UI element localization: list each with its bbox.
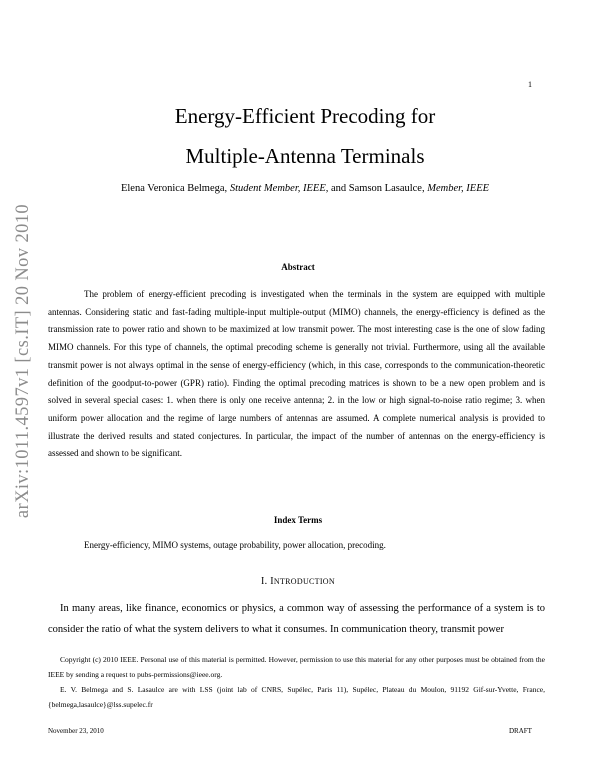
abstract-heading: Abstract	[281, 262, 315, 272]
page-number: 1	[528, 80, 532, 89]
arxiv-identifier: arXiv:1011.4597v1 [cs.IT] 20 Nov 2010	[13, 203, 33, 519]
author-connector: and Samson Lasaulce,	[331, 183, 425, 194]
author-line	[60, 183, 550, 194]
introduction-numeral: I. I	[261, 576, 274, 587]
copyright-footnote: Copyright (c) 2010 IEEE. Personal use of this material is permitted. However, permission to use this material for any other purposes must be obtained from the IEEE by sending a request to pubs-permissions@ieee.org.	[48, 655, 545, 679]
index-terms-heading: Index Terms	[273, 515, 323, 525]
author-1-name: Elena Veronica Belmega,	[120, 183, 228, 194]
introduction-heading	[48, 576, 548, 587]
introduction-text: In many areas, like finance, economics or physics, a common way of assessing the performance of a system is to consider the ratio of what the system delivers to what it consumes. In communication theory, transmit power	[48, 603, 545, 635]
footer-draft: DRAFT	[509, 727, 532, 735]
affiliation-footnote: E. V. Belmega and S. Lasaulce are with LSS (joint lab of CNRS, Supélec, Paris 11), Supélec, Plateau du Moulon, 91192 Gif-sur-Yvette, France, {belmega,lasaulce}@lss.supelec.fr	[48, 685, 545, 709]
abstract-text: The problem of energy-efficient precoding is investigated when the terminals in the system are equipped with multiple antennas. Considering static and fast-fading multiple-input multiple-output (MIMO) channels, the energy-efficiency is defined as the transmission rate to power ratio and shown to be maximized at low transmit power. The most interesting case is the one of slow fading MIMO channels. For this type of channels, the optimal precoding scheme is generally not trivial. Furthermore, using all the available transmit power is not always optimal in the sense of energy-efficiency (which, in this case, corresponds to the communication-theoretic definition of the goodput-to-power (GPR) ratio). Finding the optimal precoding matrices is shown to be a new open problem and is solved in several special cases: 1. when there is only one receive antenna; 2. in the low or high signal-to-noise ratio regime; 3. when uniform power allocation and the regime of large numbers of antennas are assumed. A complete numerical analysis is provided to illustrate the derived results and stated conjectures. In particular, the impact of the number of antennas on the energy-efficiency is assessed and shown to be significant.	[48, 289, 545, 459]
title-line-2: Multiple-Antenna Terminals	[185, 144, 425, 168]
title-line-1: Energy-Efficient Precoding for	[174, 104, 436, 128]
author-2-role: Member, IEEE	[427, 183, 490, 194]
paper-title	[60, 96, 550, 176]
index-terms-text: Energy-efficiency, MIMO systems, outage probability, power allocation, precoding.	[84, 540, 386, 550]
footer-date: November 23, 2010	[48, 727, 104, 735]
introduction-heading-rest: NTRODUCTION	[273, 577, 335, 586]
author-1-role: Student Member, IEEE,	[229, 183, 329, 194]
